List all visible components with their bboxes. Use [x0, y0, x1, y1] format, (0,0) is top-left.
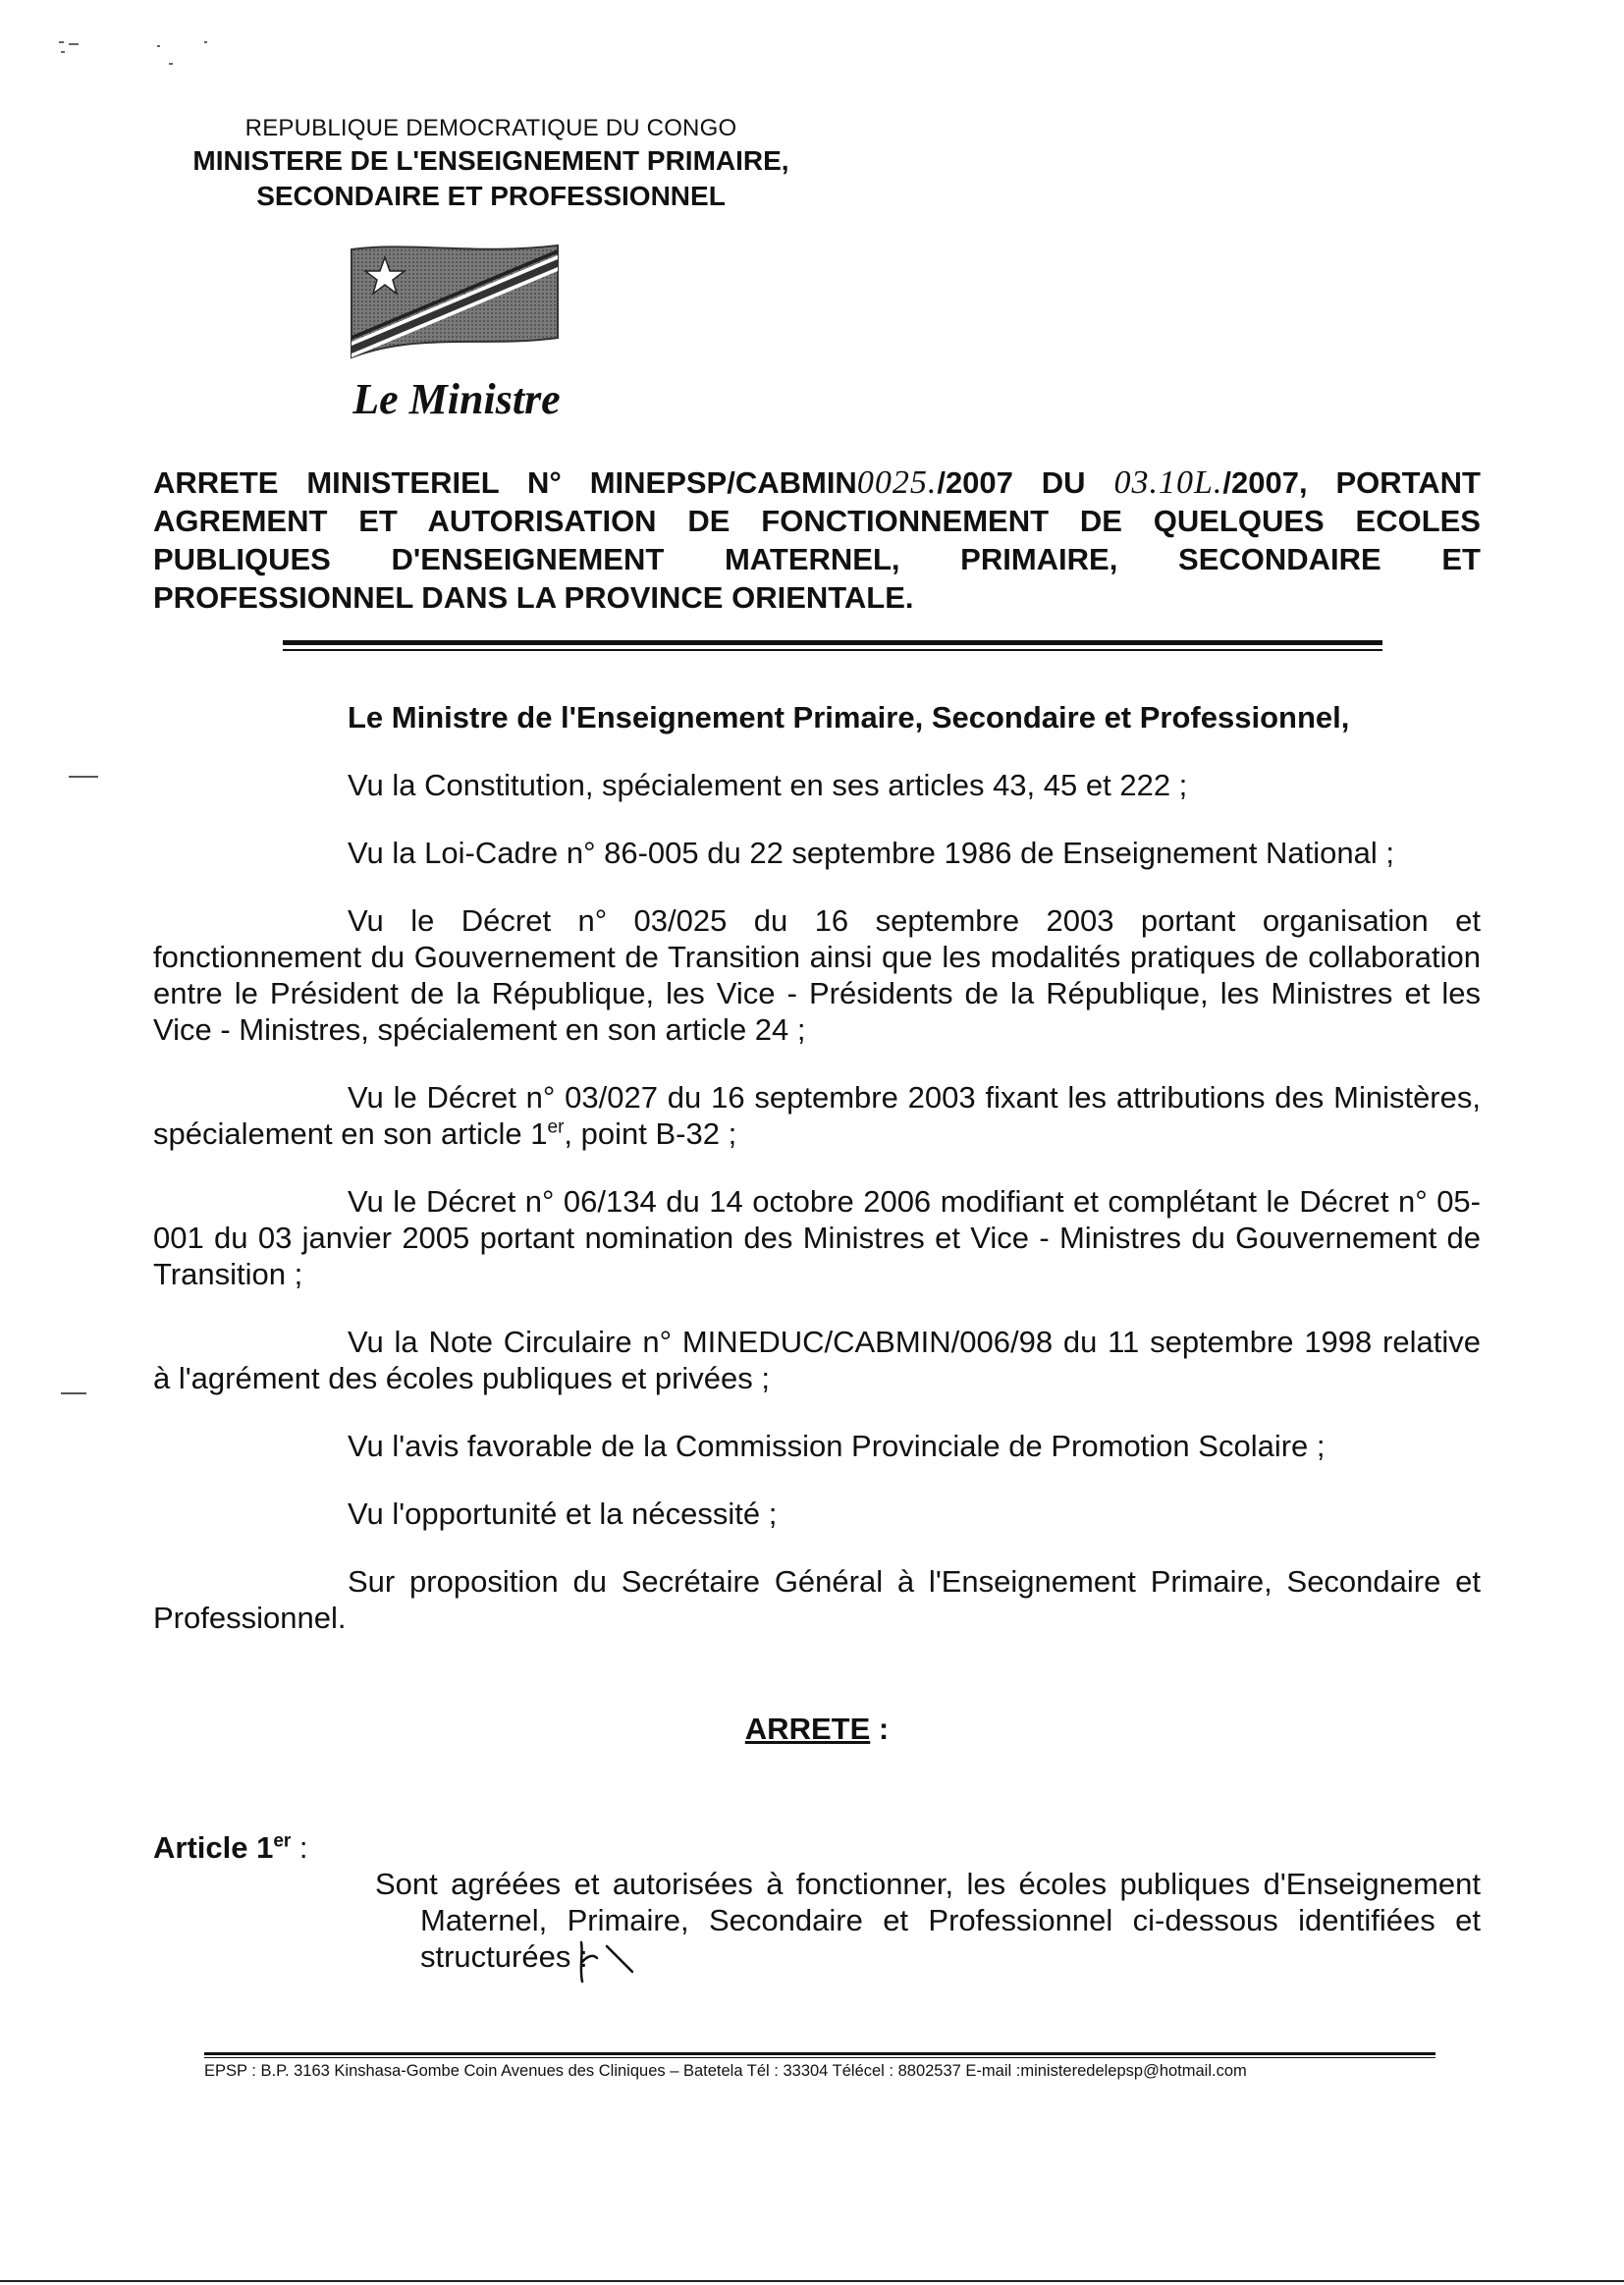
arrete-word: ARRETE	[744, 1712, 871, 1746]
considerant-text: , point B-32 ;	[564, 1116, 737, 1151]
article-colon: :	[291, 1830, 308, 1865]
ministry-header	[147, 114, 835, 214]
decree-title-part: ARRETE MINISTERIEL N° MINEPSP/CABMIN	[153, 465, 857, 500]
decree-title-part: /2007 DU	[937, 465, 1114, 500]
arrete-colon: :	[870, 1712, 890, 1746]
decree-title-line2: AGREMENT ET AUTORISATION DE FONCTIONNEMENT DE QUELQUES ECOLES	[153, 504, 1481, 538]
considerant-avis-favorable: Vu l'avis favorable de la Commission Provinciale de Promotion Scolaire ;	[348, 1429, 1326, 1463]
scan-bottom-edge	[0, 2280, 1624, 2282]
handwritten-decree-number: 0025.	[856, 464, 938, 501]
considerant-loi-cadre: Vu la Loi-Cadre n° 86-005 du 22 septembre 1986 de Enseignement National ;	[348, 836, 1394, 870]
superscript: er	[547, 1116, 565, 1138]
ministry-name-line2: SECONDAIRE ET PROFESSIONNEL	[256, 181, 726, 211]
decree-title-line3: PUBLIQUES D'ENSEIGNEMENT MATERNEL, PRIMAIRE, SECONDAIRE ET	[153, 542, 1481, 576]
footer-address: EPSP : B.P. 3163 Kinshasa-Gombe Coin Avenues des Cliniques – Batetela Tél : 33304 Télécel : 8802537 E-mail :ministeredelepsp@hotmail.com	[204, 2062, 1247, 2080]
footer-divider-thick	[204, 2052, 1435, 2055]
arrete-heading	[153, 1711, 1481, 1747]
handwritten-decree-date: 03.10L.	[1113, 464, 1223, 501]
republic-name: REPUBLIQUE DEMOCRATIQUE DU CONGO	[244, 115, 737, 141]
scan-specks	[59, 37, 236, 77]
flag-emblem-icon	[350, 242, 560, 361]
article-1-text: Sont agréées et autorisées à fonctionner, les écoles publiques d'Enseignement Maternel, Primaire, Secondaire et Professionnel ci-dessous identifiées et structurées :	[375, 1867, 1481, 1974]
handwritten-initials-signature	[573, 1932, 642, 1991]
article-1	[153, 1829, 1481, 1975]
considerant-note-circulaire: Vu la Note Circulaire n° MINEDUC/CABMIN/006/98 du 11 septembre 1998 relative à l'agrément des écoles publiques et privées ;	[153, 1325, 1481, 1395]
considerant-decret-03-025: Vu le Décret n° 03/025 du 16 septembre 2003 portant organisation et fonctionnement du Gouvernement de Transition ainsi que les modalités pratiques de collaboration entre le Président de la République, les Vice - Présidents de la République, les Ministres et les Vice - Ministres, spécialement en son article 24 ;	[153, 903, 1481, 1047]
considerant-constitution: Vu la Constitution, spécialement en ses articles 43, 45 et 222 ;	[348, 768, 1188, 802]
decree-title	[153, 463, 1481, 617]
considerant-decret-03-027	[153, 1079, 1481, 1152]
decree-title-part: /2007, PORTANT	[1222, 465, 1481, 500]
decree-body	[153, 699, 1481, 1975]
title-divider-thin	[283, 649, 1382, 651]
footer-divider-thin	[204, 2057, 1435, 2058]
decree-title-line4: PROFESSIONNEL DANS LA PROVINCE ORIENTALE.	[153, 580, 914, 615]
minister-statement: Le Ministre de l'Enseignement Primaire, Secondaire et Professionnel,	[348, 700, 1350, 734]
proposal-statement: Sur proposition du Secrétaire Général à l'Enseignement Primaire, Secondaire et Professionnel.	[153, 1564, 1481, 1635]
minister-title: Le Ministre	[352, 375, 561, 423]
considerant-decret-06-134: Vu le Décret n° 06/134 du 14 octobre 2006 modifiant et complétant le Décret n° 05-001 du 03 janvier 2005 portant nomination des Ministres et Vice - Ministres du Gouvernement de Transition ;	[153, 1184, 1481, 1291]
ministry-name-line1: MINISTERE DE L'ENSEIGNEMENT PRIMAIRE,	[192, 145, 789, 176]
margin-mark	[69, 776, 98, 778]
considerant-text: Vu le Décret n° 03/027 du 16 septembre 2003 fixant les attributions des Ministères, spécialement en son article 1	[153, 1080, 1481, 1151]
article-1-label: Article 1er :	[153, 1830, 308, 1865]
title-divider-thick	[283, 640, 1382, 645]
superscript: er	[273, 1830, 292, 1852]
considerant-opportunite: Vu l'opportunité et la nécessité ;	[348, 1496, 778, 1531]
margin-mark	[61, 1392, 86, 1394]
